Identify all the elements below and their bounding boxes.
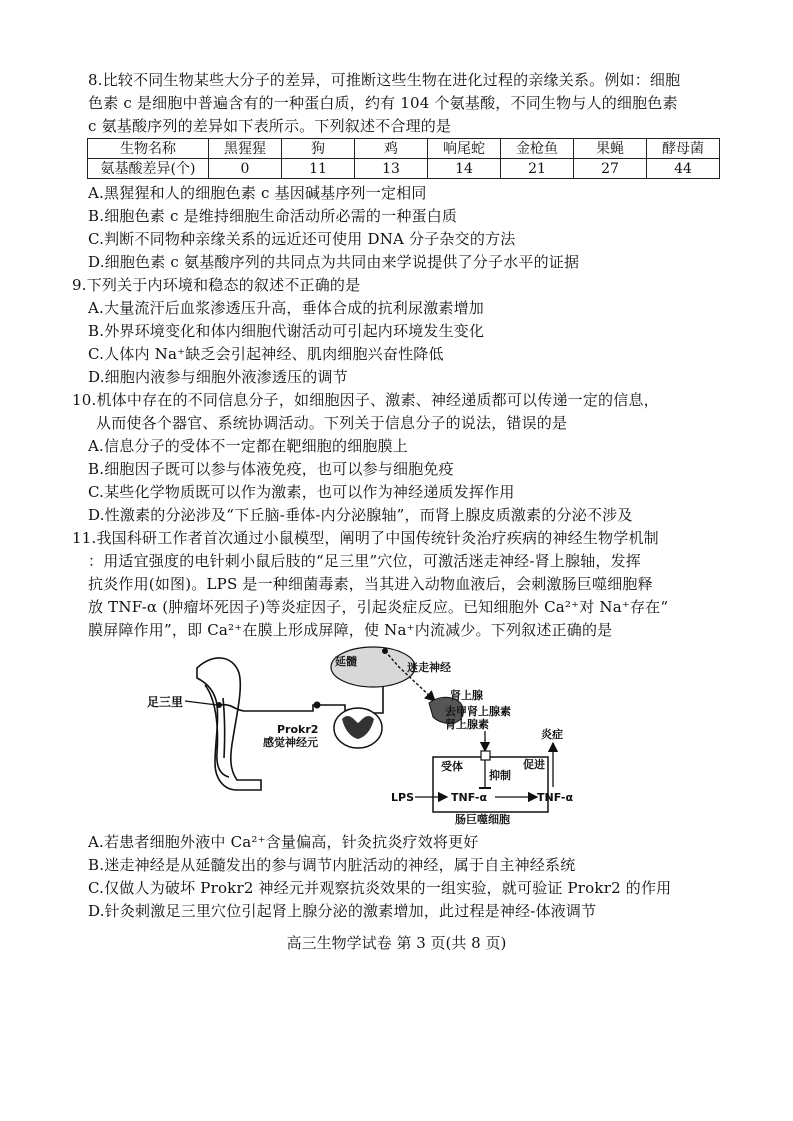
q8-option-d: D.细胞色素 c 氨基酸序列的共同点为共同由来学说提供了分子水平的证据	[88, 253, 580, 271]
q11-stem-line-1: 11.我国科研工作者首次通过小鼠模型，阐明了中国传统针灸治疗疾病的神经生物学机制	[72, 529, 659, 547]
tnf-outside-label: TNF-α	[537, 791, 574, 804]
table-header-row	[88, 139, 720, 159]
cytochrome-c-table	[87, 138, 720, 179]
zusanli-pointer	[185, 701, 217, 705]
gut-macrophage-label: 肠巨噬细胞	[455, 813, 510, 826]
hind-limb-drawing	[197, 658, 261, 790]
q11-option-a: A.若患者细胞外液中 Ca²⁺含量偏高，针灸抗炎疗效将更好	[88, 833, 479, 851]
table-cell: 14	[428, 159, 501, 179]
q11-option-c: C.仅做人为破坏 Prokr2 神经元并观察抗炎效果的一组实验，就可验证 Prokr2 的作用	[88, 879, 672, 897]
table-cell: 响尾蛇	[428, 139, 501, 159]
q10-option-c: C.某些化学物质既可以作为激素，也可以作为神经递质发挥作用	[88, 483, 515, 501]
q9-option-a: A.大量流汗后血浆渗透压升高，垂体合成的抗利尿激素增加	[88, 299, 485, 317]
q10-option-b: B.细胞因子既可以参与体液免疫，也可以参与细胞免疫	[88, 460, 454, 478]
q8-option-a: A.黑猩猩和人的细胞色素 c 基因碱基序列一定相同	[88, 184, 427, 202]
q11-stem-line-3: 抗炎作用(如图)。LPS 是一种细菌毒素，当其进入动物血液后，会刺激肠巨噬细胞释	[88, 575, 653, 593]
table-cell: 13	[355, 159, 428, 179]
table-cell: 酵母菌	[647, 139, 720, 159]
q8-stem-line-2: 色素 c 是细胞中普遍含有的一种蛋白质，约有 104 个氨基酸，不同生物与人的细胞色素	[88, 94, 678, 112]
zusanli-label: 足三里	[147, 695, 184, 709]
table-cell: 果蝇	[574, 139, 647, 159]
q11-option-d: D.针灸刺激足三里穴位引起肾上腺分泌的激素增加，此过程是神经-体液调节	[88, 902, 597, 920]
table-cell: 11	[282, 159, 355, 179]
q11-stem-line-2: ：用适宜强度的电针刺小鼠后肢的“足三里”穴位，可激活迷走神经-肾上腺轴，发挥	[88, 552, 642, 570]
adrenal-label: 肾上腺	[450, 689, 483, 702]
norepinephrine-label: 去甲肾上腺素	[445, 705, 511, 718]
tnf-inside-label: TNF-α	[451, 791, 488, 804]
table-cell: 21	[501, 159, 574, 179]
q10-option-d: D.性激素的分泌涉及“下丘脑-垂体-内分泌腺轴”，而肾上腺皮质激素的分泌不涉及	[88, 506, 633, 524]
prokr2-label: Prokr2	[277, 723, 319, 736]
epinephrine-label: 肾上腺素	[445, 718, 489, 731]
table-cell: 黑猩猩	[209, 139, 282, 159]
table-cell: 生物名称	[88, 139, 209, 159]
table-cell: 狗	[282, 139, 355, 159]
table-row	[88, 159, 720, 179]
q10-stem-line-1: 10.机体中存在的不同信息分子，如细胞因子、激素、神经递质都可以传递一定的信息，	[72, 391, 659, 409]
medulla-label: 延髓	[335, 655, 357, 668]
inhibit-label: 抑制	[489, 769, 511, 782]
q11-stem-line-4: 放 TNF-α (肿瘤坏死因子)等炎症因子，引起炎症反应。已知细胞外 Ca²⁺对 Na⁺存在“	[88, 598, 669, 616]
q8-stem-line-1: 8.比较不同生物某些大分子的差异，可推断这些生物在进化过程的亲缘关系。例如：细胞	[88, 71, 681, 89]
lps-label: LPS	[391, 791, 414, 804]
inflammation-label: 炎症	[541, 728, 563, 741]
table-cell: 金枪鱼	[501, 139, 574, 159]
page-footer: 高三生物学试卷 第 3 页(共 8 页)	[286, 934, 507, 952]
receptor-label: 受体	[441, 760, 463, 773]
q11-option-b: B.迷走神经是从延髓发出的参与调节内脏活动的神经，属于自主神经系统	[88, 856, 576, 874]
q9-option-c: C.人体内 Na⁺缺乏会引起神经、肌肉细胞兴奋性降低	[88, 345, 444, 363]
q9-stem: 9.下列关于内环境和稳态的叙述不正确的是	[72, 276, 361, 294]
sensory-neuron-label: 感觉神经元	[263, 736, 318, 749]
table-cell: 0	[209, 159, 282, 179]
q11-stem-line-5: 膜屏障作用”，即 Ca²⁺在膜上形成屏障，使 Na⁺内流减少。下列叙述正确的是	[88, 621, 613, 639]
q9-option-d: D.细胞内液参与细胞外液渗透压的调节	[88, 368, 348, 386]
q10-option-a: A.信息分子的受体不一定都在靶细胞的细胞膜上	[88, 437, 409, 455]
q10-stem-line-2: 从而使各个器官、系统协调活动。下列关于信息分子的说法，错误的是	[96, 414, 568, 432]
q9-option-b: B.外界环境变化和体内细胞代谢活动可引起内环境发生变化	[88, 322, 485, 340]
vagus-nerve-label: 迷走神经	[407, 661, 451, 674]
table-cell: 27	[574, 159, 647, 179]
vagus-adrenal-axis-figure	[145, 643, 615, 828]
sensory-neuron-cell-body	[314, 702, 321, 709]
q8-option-c: C.判断不同物种亲缘关系的远近还可使用 DNA 分子杂交的方法	[88, 230, 516, 248]
table-cell: 氨基酸差异(个)	[88, 159, 209, 179]
q8-stem-line-3: c 氨基酸序列的差异如下表所示。下列叙述不合理的是	[88, 117, 452, 135]
receptor-symbol	[481, 751, 490, 760]
table-cell: 鸡	[355, 139, 428, 159]
table-cell: 44	[647, 159, 720, 179]
q8-option-b: B.细胞色素 c 是维持细胞生命活动所必需的一种蛋白质	[88, 207, 458, 225]
promote-label: 促进	[523, 758, 545, 771]
